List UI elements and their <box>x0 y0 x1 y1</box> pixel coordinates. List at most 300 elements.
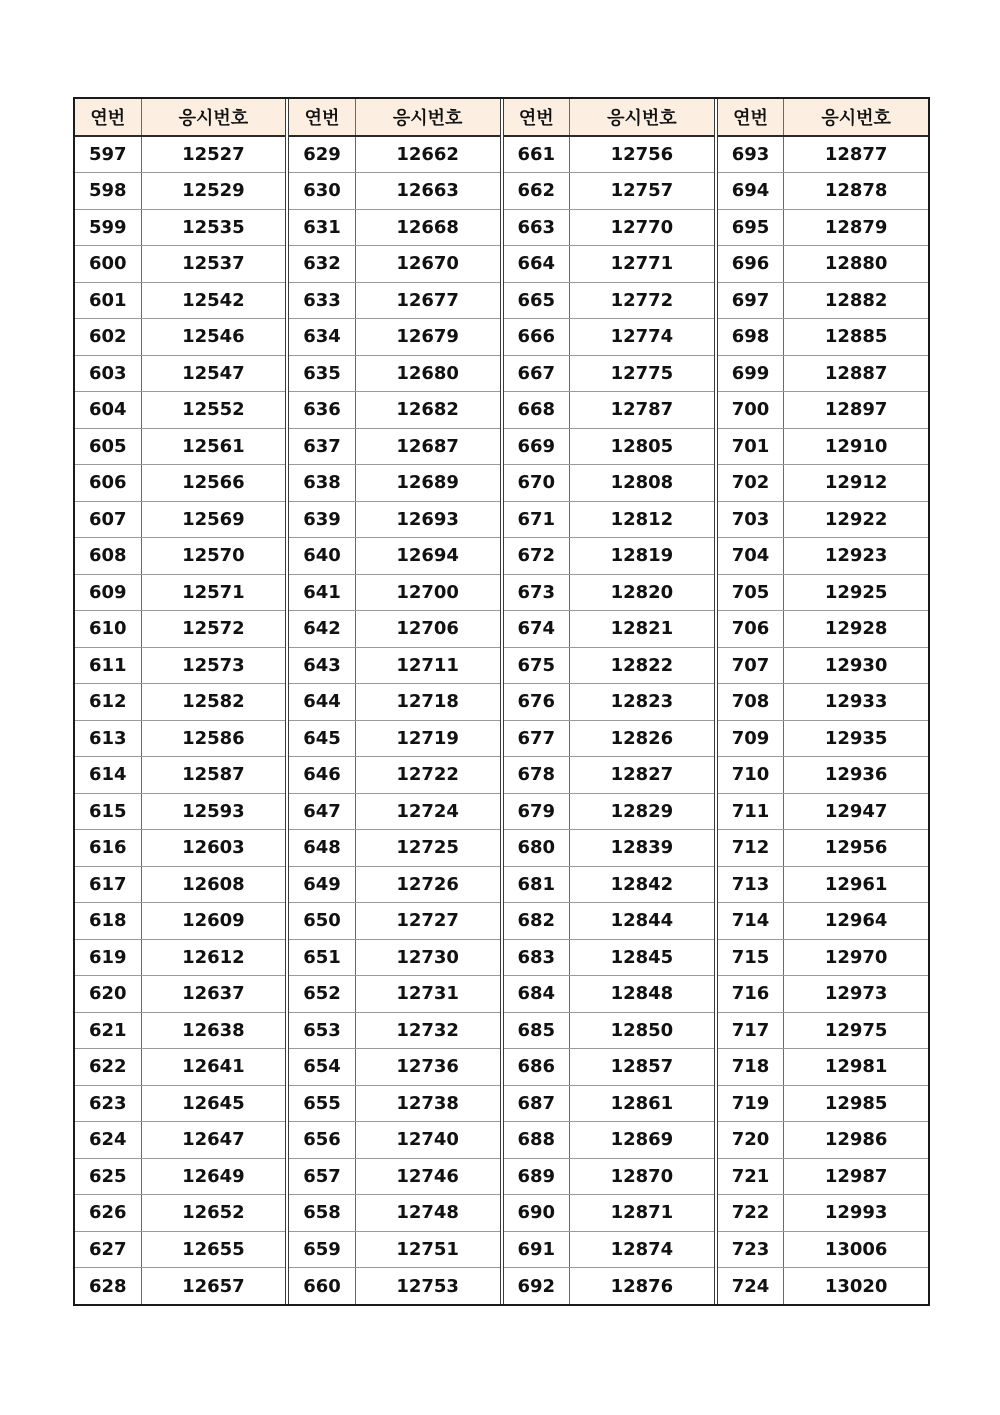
table-row <box>504 1158 714 1195</box>
table-row <box>289 538 499 575</box>
table-row <box>289 939 499 976</box>
header-row <box>75 99 285 136</box>
row-candidate-number: 12874 <box>570 1231 714 1268</box>
row-candidate-number: 12870 <box>570 1158 714 1195</box>
row-candidate-number: 12925 <box>784 574 928 611</box>
table-row <box>718 720 928 757</box>
row-index: 687 <box>504 1085 570 1122</box>
row-candidate-number: 12935 <box>784 720 928 757</box>
row-index: 610 <box>75 611 141 648</box>
table-row <box>504 246 714 283</box>
row-index: 630 <box>289 173 355 210</box>
table-row <box>718 538 928 575</box>
row-candidate-number: 12808 <box>570 465 714 502</box>
row-candidate-number: 12663 <box>355 173 499 210</box>
row-index: 671 <box>504 501 570 538</box>
row-candidate-number: 12726 <box>355 866 499 903</box>
row-index: 609 <box>75 574 141 611</box>
table-row <box>504 611 714 648</box>
table-row <box>289 465 499 502</box>
row-candidate-number: 12928 <box>784 611 928 648</box>
row-candidate-number: 12573 <box>141 647 285 684</box>
row-candidate-number: 12731 <box>355 976 499 1013</box>
row-index: 605 <box>75 428 141 465</box>
row-candidate-number: 12887 <box>784 355 928 392</box>
row-candidate-number: 12964 <box>784 903 928 940</box>
row-index: 597 <box>75 136 141 173</box>
row-candidate-number: 12638 <box>141 1012 285 1049</box>
row-index: 709 <box>718 720 784 757</box>
table-block-grid <box>504 99 714 1304</box>
row-index: 676 <box>504 684 570 721</box>
row-candidate-number: 12746 <box>355 1158 499 1195</box>
table-row <box>75 501 285 538</box>
row-index: 603 <box>75 355 141 392</box>
row-candidate-number: 12910 <box>784 428 928 465</box>
table-row <box>289 501 499 538</box>
table-block-3 <box>500 99 714 1304</box>
row-candidate-number: 12826 <box>570 720 714 757</box>
row-index: 703 <box>718 501 784 538</box>
table-row <box>289 282 499 319</box>
row-index: 632 <box>289 246 355 283</box>
row-index: 606 <box>75 465 141 502</box>
row-index: 643 <box>289 647 355 684</box>
table-row <box>75 684 285 721</box>
table-row <box>718 136 928 173</box>
row-index: 706 <box>718 611 784 648</box>
row-index: 685 <box>504 1012 570 1049</box>
row-index: 654 <box>289 1049 355 1086</box>
table-block-2 <box>285 99 499 1304</box>
table-row <box>718 1012 928 1049</box>
table-row <box>289 209 499 246</box>
table-row <box>289 1122 499 1159</box>
table-row <box>289 684 499 721</box>
row-candidate-number: 12561 <box>141 428 285 465</box>
row-index: 615 <box>75 793 141 830</box>
table-row <box>75 757 285 794</box>
row-index: 667 <box>504 355 570 392</box>
row-candidate-number: 12527 <box>141 136 285 173</box>
table-row <box>75 1158 285 1195</box>
table-row <box>718 1085 928 1122</box>
row-index: 690 <box>504 1195 570 1232</box>
table-row <box>504 1231 714 1268</box>
row-index: 710 <box>718 757 784 794</box>
table-row <box>75 1268 285 1305</box>
table-row <box>718 465 928 502</box>
row-candidate-number: 12724 <box>355 793 499 830</box>
row-index: 599 <box>75 209 141 246</box>
row-candidate-number: 13020 <box>824 1275 888 1297</box>
table-row <box>504 1268 714 1305</box>
row-index: 598 <box>75 173 141 210</box>
row-index: 617 <box>75 866 141 903</box>
row-index: 638 <box>289 465 355 502</box>
row-index: 713 <box>718 866 784 903</box>
row-candidate-number: 12537 <box>141 246 285 283</box>
row-candidate-number: 12897 <box>784 392 928 429</box>
table-row <box>75 136 285 173</box>
row-candidate-number: 12732 <box>355 1012 499 1049</box>
row-candidate-number: 12687 <box>355 428 499 465</box>
row-candidate-number: 12787 <box>570 392 714 429</box>
table-row <box>75 1122 285 1159</box>
row-index: 689 <box>504 1158 570 1195</box>
row-index: 639 <box>289 501 355 538</box>
row-index: 641 <box>289 574 355 611</box>
row-candidate-number: 12748 <box>355 1195 499 1232</box>
table-row <box>289 246 499 283</box>
table-row <box>289 720 499 757</box>
row-candidate-number: 12566 <box>141 465 285 502</box>
header-row <box>718 99 928 136</box>
row-index: 642 <box>289 611 355 648</box>
row-index: 628 <box>75 1268 141 1305</box>
row-index: 649 <box>289 866 355 903</box>
row-candidate-number: 12876 <box>610 1275 674 1297</box>
row-candidate-number: 12587 <box>141 757 285 794</box>
row-index: 663 <box>504 209 570 246</box>
table-row <box>289 647 499 684</box>
row-candidate-number: 12722 <box>355 757 499 794</box>
row-candidate-number: 12612 <box>141 939 285 976</box>
table-row <box>504 1122 714 1159</box>
row-candidate-number: 12637 <box>141 976 285 1013</box>
row-candidate-number: 12975 <box>784 1012 928 1049</box>
row-index: 604 <box>75 392 141 429</box>
header-number: 응시번호 <box>141 99 285 136</box>
row-index: 678 <box>504 757 570 794</box>
table-row <box>289 976 499 1013</box>
row-candidate-number: 12877 <box>784 136 928 173</box>
row-index: 665 <box>504 282 570 319</box>
table-row <box>718 1268 928 1305</box>
row-index: 666 <box>504 319 570 356</box>
table-row <box>718 830 928 867</box>
row-candidate-number: 12751 <box>355 1231 499 1268</box>
row-index: 715 <box>718 939 784 976</box>
header-index: 연번 <box>718 99 784 136</box>
row-candidate-number: 12923 <box>784 538 928 575</box>
table-row <box>75 611 285 648</box>
row-candidate-number: 12706 <box>355 611 499 648</box>
table-row <box>289 1049 499 1086</box>
row-index: 608 <box>75 538 141 575</box>
row-candidate-number: 12718 <box>355 684 499 721</box>
row-candidate-number: 12812 <box>570 501 714 538</box>
row-candidate-number: 12552 <box>141 392 285 429</box>
row-index: 683 <box>504 939 570 976</box>
row-index: 702 <box>718 465 784 502</box>
row-index: 670 <box>504 465 570 502</box>
row-index: 700 <box>718 392 784 429</box>
table-row <box>75 976 285 1013</box>
header-row <box>289 99 499 136</box>
row-index: 682 <box>504 903 570 940</box>
table-row <box>75 392 285 429</box>
table-row <box>289 319 499 356</box>
row-candidate-number: 12993 <box>784 1195 928 1232</box>
row-candidate-number: 12571 <box>141 574 285 611</box>
row-index: 607 <box>75 501 141 538</box>
row-candidate-number: 12930 <box>784 647 928 684</box>
row-candidate-number: 12649 <box>141 1158 285 1195</box>
row-candidate-number: 12641 <box>141 1049 285 1086</box>
table-row <box>75 173 285 210</box>
row-index: 722 <box>718 1195 784 1232</box>
row-candidate-number: 12848 <box>570 976 714 1013</box>
row-index: 693 <box>718 136 784 173</box>
table-row <box>504 538 714 575</box>
table-row <box>289 793 499 830</box>
header-index: 연번 <box>75 99 141 136</box>
row-candidate-number: 12775 <box>570 355 714 392</box>
row-candidate-number: 12680 <box>355 355 499 392</box>
row-index: 612 <box>75 684 141 721</box>
row-index: 684 <box>504 976 570 1013</box>
table-row <box>504 392 714 429</box>
row-index: 619 <box>75 939 141 976</box>
table-row <box>289 830 499 867</box>
table-row <box>504 976 714 1013</box>
row-index: 625 <box>75 1158 141 1195</box>
table-row <box>289 1158 499 1195</box>
row-index: 692 <box>504 1268 570 1305</box>
table-row <box>289 1012 499 1049</box>
row-candidate-number: 12936 <box>784 757 928 794</box>
table-row <box>718 866 928 903</box>
table-row <box>75 793 285 830</box>
row-index: 669 <box>504 428 570 465</box>
row-index: 664 <box>504 246 570 283</box>
row-index: 717 <box>718 1012 784 1049</box>
row-index: 704 <box>718 538 784 575</box>
row-candidate-number: 12956 <box>784 830 928 867</box>
table-row <box>289 903 499 940</box>
row-index: 600 <box>75 246 141 283</box>
row-candidate-number: 12655 <box>141 1231 285 1268</box>
row-index: 611 <box>75 647 141 684</box>
table-row <box>504 574 714 611</box>
table-row <box>75 355 285 392</box>
row-index: 688 <box>504 1122 570 1159</box>
table-row <box>718 355 928 392</box>
row-index: 602 <box>75 319 141 356</box>
row-candidate-number: 12981 <box>784 1049 928 1086</box>
table-row <box>504 428 714 465</box>
row-index: 660 <box>289 1268 355 1305</box>
table-row <box>504 903 714 940</box>
row-index: 655 <box>289 1085 355 1122</box>
header-number: 응시번호 <box>355 99 499 136</box>
row-index: 652 <box>289 976 355 1013</box>
row-index: 712 <box>718 830 784 867</box>
row-candidate-number: 12756 <box>570 136 714 173</box>
table-row <box>504 647 714 684</box>
row-candidate-number: 12652 <box>141 1195 285 1232</box>
row-index: 646 <box>289 757 355 794</box>
table-block-grid <box>75 99 285 1304</box>
row-candidate-number: 12861 <box>570 1085 714 1122</box>
row-index: 614 <box>75 757 141 794</box>
row-candidate-number: 12821 <box>570 611 714 648</box>
row-index: 720 <box>718 1122 784 1159</box>
row-index: 635 <box>289 355 355 392</box>
row-index: 644 <box>289 684 355 721</box>
row-candidate-number: 12844 <box>570 903 714 940</box>
row-index: 721 <box>718 1158 784 1195</box>
row-candidate-number: 12677 <box>355 282 499 319</box>
table-row <box>718 1195 928 1232</box>
row-candidate-number: 12727 <box>355 903 499 940</box>
table-row <box>75 538 285 575</box>
table-row <box>504 282 714 319</box>
row-candidate-number: 12730 <box>355 939 499 976</box>
table-row <box>75 866 285 903</box>
table-row <box>289 1195 499 1232</box>
row-index: 623 <box>75 1085 141 1122</box>
row-candidate-number: 12986 <box>784 1122 928 1159</box>
row-index: 629 <box>289 136 355 173</box>
table-row <box>718 574 928 611</box>
table-row <box>504 501 714 538</box>
row-candidate-number: 12822 <box>570 647 714 684</box>
row-candidate-number: 12662 <box>355 136 499 173</box>
row-index: 677 <box>504 720 570 757</box>
row-index: 621 <box>75 1012 141 1049</box>
row-candidate-number: 12845 <box>570 939 714 976</box>
row-candidate-number: 12725 <box>355 830 499 867</box>
row-candidate-number: 12772 <box>570 282 714 319</box>
table-block-grid <box>718 99 928 1304</box>
table-row <box>75 903 285 940</box>
table-row <box>289 392 499 429</box>
row-candidate-number: 12586 <box>141 720 285 757</box>
table-row <box>504 136 714 173</box>
table-row <box>504 757 714 794</box>
row-index: 673 <box>504 574 570 611</box>
table-row <box>75 720 285 757</box>
table-row <box>718 246 928 283</box>
candidate-number-table <box>73 97 930 1306</box>
row-candidate-number: 12878 <box>784 173 928 210</box>
row-index: 656 <box>289 1122 355 1159</box>
table-block-grid <box>289 99 499 1304</box>
table-row <box>289 355 499 392</box>
row-index: 696 <box>718 246 784 283</box>
row-index: 626 <box>75 1195 141 1232</box>
row-candidate-number: 12569 <box>141 501 285 538</box>
table-row <box>718 976 928 1013</box>
row-index: 681 <box>504 866 570 903</box>
row-index: 718 <box>718 1049 784 1086</box>
row-index: 675 <box>504 647 570 684</box>
row-index: 657 <box>289 1158 355 1195</box>
row-index: 708 <box>718 684 784 721</box>
row-index: 636 <box>289 392 355 429</box>
row-candidate-number: 12770 <box>570 209 714 246</box>
row-candidate-number: 12922 <box>784 501 928 538</box>
row-index: 618 <box>75 903 141 940</box>
row-index: 680 <box>504 830 570 867</box>
row-candidate-number: 12740 <box>355 1122 499 1159</box>
row-index: 645 <box>289 720 355 757</box>
row-index: 633 <box>289 282 355 319</box>
table-row <box>504 720 714 757</box>
table-row <box>504 830 714 867</box>
table-row <box>718 757 928 794</box>
row-index: 698 <box>718 319 784 356</box>
row-index: 616 <box>75 830 141 867</box>
row-index: 707 <box>718 647 784 684</box>
row-candidate-number: 12871 <box>570 1195 714 1232</box>
table-row <box>504 173 714 210</box>
row-candidate-number: 12693 <box>355 501 499 538</box>
row-index: 705 <box>718 574 784 611</box>
table-row <box>75 282 285 319</box>
row-candidate-number: 12670 <box>355 246 499 283</box>
table-row <box>289 757 499 794</box>
row-candidate-number: 12933 <box>784 684 928 721</box>
row-index: 620 <box>75 976 141 1013</box>
table-row <box>75 1231 285 1268</box>
row-index: 668 <box>504 392 570 429</box>
row-candidate-number: 12753 <box>396 1275 459 1297</box>
table-row <box>718 647 928 684</box>
table-row <box>289 428 499 465</box>
row-index: 679 <box>504 793 570 830</box>
row-index: 647 <box>289 793 355 830</box>
table-row <box>718 1049 928 1086</box>
table-row <box>75 319 285 356</box>
row-candidate-number: 12879 <box>784 209 928 246</box>
row-index: 658 <box>289 1195 355 1232</box>
row-candidate-number: 12608 <box>141 866 285 903</box>
row-candidate-number: 12668 <box>355 209 499 246</box>
row-candidate-number: 12609 <box>141 903 285 940</box>
table-row <box>504 465 714 502</box>
table-row <box>75 428 285 465</box>
row-candidate-number: 12829 <box>570 793 714 830</box>
table-row <box>289 1085 499 1122</box>
row-candidate-number: 12880 <box>784 246 928 283</box>
row-candidate-number: 12823 <box>570 684 714 721</box>
row-candidate-number: 12647 <box>141 1122 285 1159</box>
row-index: 701 <box>718 428 784 465</box>
table-row <box>289 1268 499 1305</box>
row-candidate-number: 12572 <box>141 611 285 648</box>
row-index: 714 <box>718 903 784 940</box>
table-row <box>718 282 928 319</box>
table-row <box>718 209 928 246</box>
table-row <box>75 574 285 611</box>
row-candidate-number: 12689 <box>355 465 499 502</box>
table-row <box>504 684 714 721</box>
table-row <box>75 1085 285 1122</box>
row-candidate-number: 12970 <box>784 939 928 976</box>
row-candidate-number: 12961 <box>784 866 928 903</box>
row-index: 674 <box>504 611 570 648</box>
table-row <box>718 392 928 429</box>
row-candidate-number: 12842 <box>570 866 714 903</box>
table-block-1 <box>75 99 285 1304</box>
row-index: 711 <box>718 793 784 830</box>
row-candidate-number: 12827 <box>570 757 714 794</box>
table-row <box>718 1122 928 1159</box>
row-candidate-number: 12973 <box>784 976 928 1013</box>
